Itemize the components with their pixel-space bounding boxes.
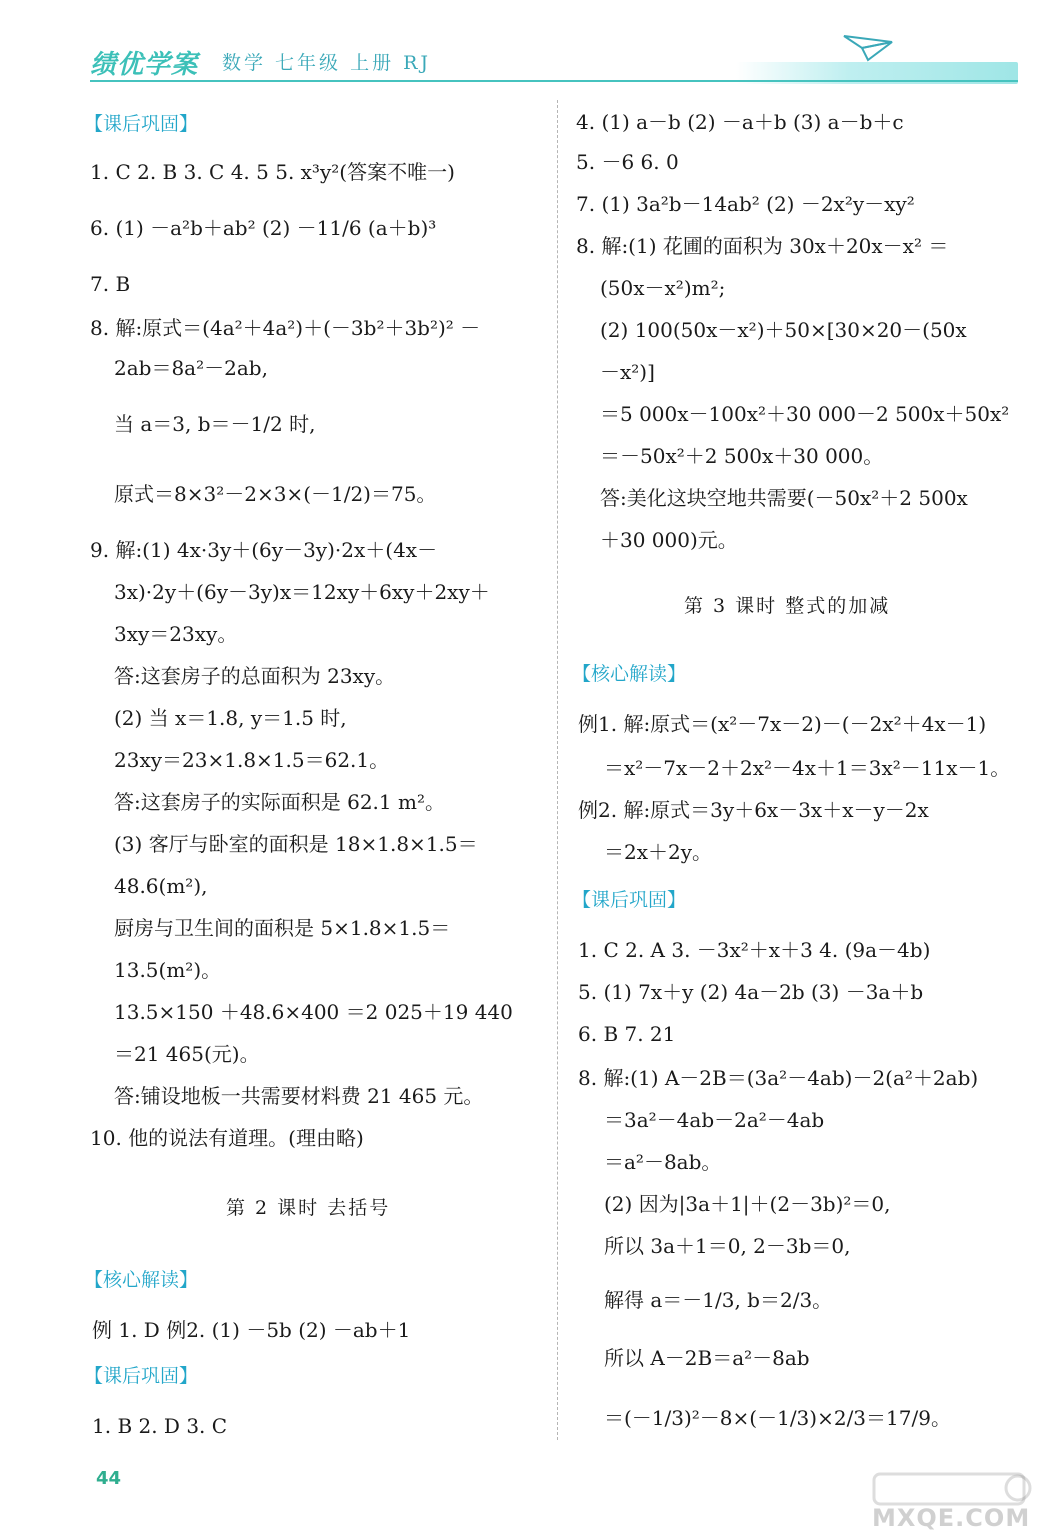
answer-line: 答:这套房子的实际面积是 62.1 m²。 (114, 790, 445, 814)
answer-line: ＝－50x²＋2 500x＋30 000。 (600, 444, 884, 468)
answer-line: ＝x²－7x－2＋2x²－4x＋1＝3x²－11x－1。 (604, 756, 1011, 780)
answer-line: ＝2x＋2y。 (604, 840, 713, 864)
answer-line: 例 1. D 例2. (1) －5b (2) －ab＋1 (92, 1318, 411, 1342)
answer-line: 答:铺设地板一共需要材料费 21 465 元。 (114, 1084, 484, 1108)
lesson-title: 第 2 课时 去括号 (226, 1197, 391, 1219)
answer-line: 6. B 7. 21 (578, 1022, 676, 1046)
answer-line: 10. 他的说法有道理。(理由略) (90, 1126, 364, 1150)
answer-line: 8. 解:原式＝(4a²＋4a²)＋(－3b²＋3b²)² － (90, 316, 481, 340)
answer-line: (50x－x²)m²; (600, 276, 726, 300)
answer-line: ＋30 000)元。 (600, 528, 738, 552)
header-rule (90, 80, 1018, 82)
brand-title: 绩优学案 (90, 50, 199, 80)
answer-line: 7. B (90, 272, 131, 296)
answer-line: 例1. 解:原式＝(x²－7x－2)－(－2x²＋4x－1) (578, 712, 987, 736)
section-tag: 【课后巩固】 (572, 889, 687, 911)
answer-line: 例2. 解:原式＝3y＋6x－3x＋x－y－2x (578, 798, 929, 822)
answer-line: 答:这套房子的总面积为 23xy。 (114, 664, 396, 688)
column-divider (557, 100, 558, 1440)
answer-line: 13.5(m²)。 (114, 958, 222, 982)
section-tag: 【核心解读】 (572, 663, 687, 685)
answer-line: 厨房与卫生间的面积是 5×1.8×1.5＝ (114, 916, 451, 940)
answer-line: 原式＝8×3²－2×3×(－1/2)＝75。 (114, 482, 437, 506)
section-tag: 【课后巩固】 (84, 1365, 199, 1387)
page-header (0, 0, 1052, 92)
answer-line: 4. (1) a－b (2) －a＋b (3) a－b＋c (576, 110, 904, 134)
answer-line: ＝21 465(元)。 (114, 1042, 260, 1066)
answer-line: 5. －6 6. 0 (576, 150, 679, 174)
answer-line: 48.6(m²), (114, 874, 208, 898)
watermark-text: MXQE.COM (872, 1504, 1031, 1532)
lesson-title: 第 3 课时 整式的加减 (684, 595, 891, 617)
answer-line: 答:美化这块空地共需要(－50x²＋2 500x (600, 486, 968, 510)
answer-line: 当 a＝3, b＝－1/2 时, (114, 412, 316, 436)
answer-line: ＝(－1/3)²－8×(－1/3)×2/3＝17/9。 (604, 1406, 951, 1430)
answer-line: 9. 解:(1) 4x·3y＋(6y－3y)·2x＋(4x－ (90, 538, 438, 562)
paper-plane-icon (842, 32, 894, 64)
answer-line: 5. (1) 7x＋y (2) 4a－2b (3) －3a＋b (578, 980, 924, 1004)
answer-line: 解得 a＝－1/3, b＝2/3。 (604, 1288, 833, 1312)
answer-line: ＝a²－8ab。 (604, 1150, 722, 1174)
answer-line: 13.5×150 ＋48.6×400 ＝2 025＋19 440 (114, 1000, 513, 1024)
answer-line: 8. 解:(1) A－2B＝(3a²－4ab)－2(a²＋2ab) (578, 1066, 979, 1090)
answer-line: 所以 3a＋1＝0, 2－3b＝0, (604, 1234, 851, 1258)
answer-line: －x²)] (600, 360, 655, 384)
answer-line: 8. 解:(1) 花圃的面积为 30x＋20x－x² ＝ (576, 234, 949, 258)
page-number: 44 (96, 1468, 122, 1489)
answer-line: 2ab＝8a²－2ab, (114, 356, 268, 380)
answer-line: 1. C 2. A 3. －3x²＋x＋3 4. (9a－4b) (578, 938, 931, 962)
answer-line: 6. (1) －a²b＋ab² (2) －11/6 (a＋b)³ (90, 216, 437, 240)
answer-line: 所以 A－2B＝a²－8ab (604, 1346, 810, 1370)
answer-line: ＝5 000x－100x²＋30 000－2 500x＋50x² (600, 402, 1010, 426)
answer-line: ＝3a²－4ab－2a²－4ab (604, 1108, 825, 1132)
section-tag: 【核心解读】 (84, 1269, 199, 1291)
answer-line: (2) 因为|3a＋1|＋(2－3b)²＝0, (604, 1192, 891, 1216)
book-subtitle: 数学 七年级 上册 RJ (222, 52, 432, 74)
answer-line: 1. C 2. B 3. C 4. 5 5. x³y²(答案不唯一) (90, 160, 455, 184)
answer-line: 7. (1) 3a²b－14ab² (2) －2x²y－xy² (576, 192, 915, 216)
section-tag: 【课后巩固】 (84, 113, 199, 135)
answer-line: 3xy＝23xy。 (114, 622, 238, 646)
answer-line: 23xy＝23×1.8×1.5＝62.1。 (114, 748, 390, 772)
answer-line: (2) 当 x＝1.8, y＝1.5 时, (114, 706, 347, 730)
answer-line: (3) 客厅与卧室的面积是 18×1.8×1.5＝ (114, 832, 478, 856)
answer-line: 3x)·2y＋(6y－3y)x＝12xy＋6xy＋2xy＋ (114, 580, 490, 604)
answer-line: (2) 100(50x－x²)＋50×[30×20－(50x (600, 318, 967, 342)
answer-line: 1. B 2. D 3. C (92, 1414, 228, 1438)
